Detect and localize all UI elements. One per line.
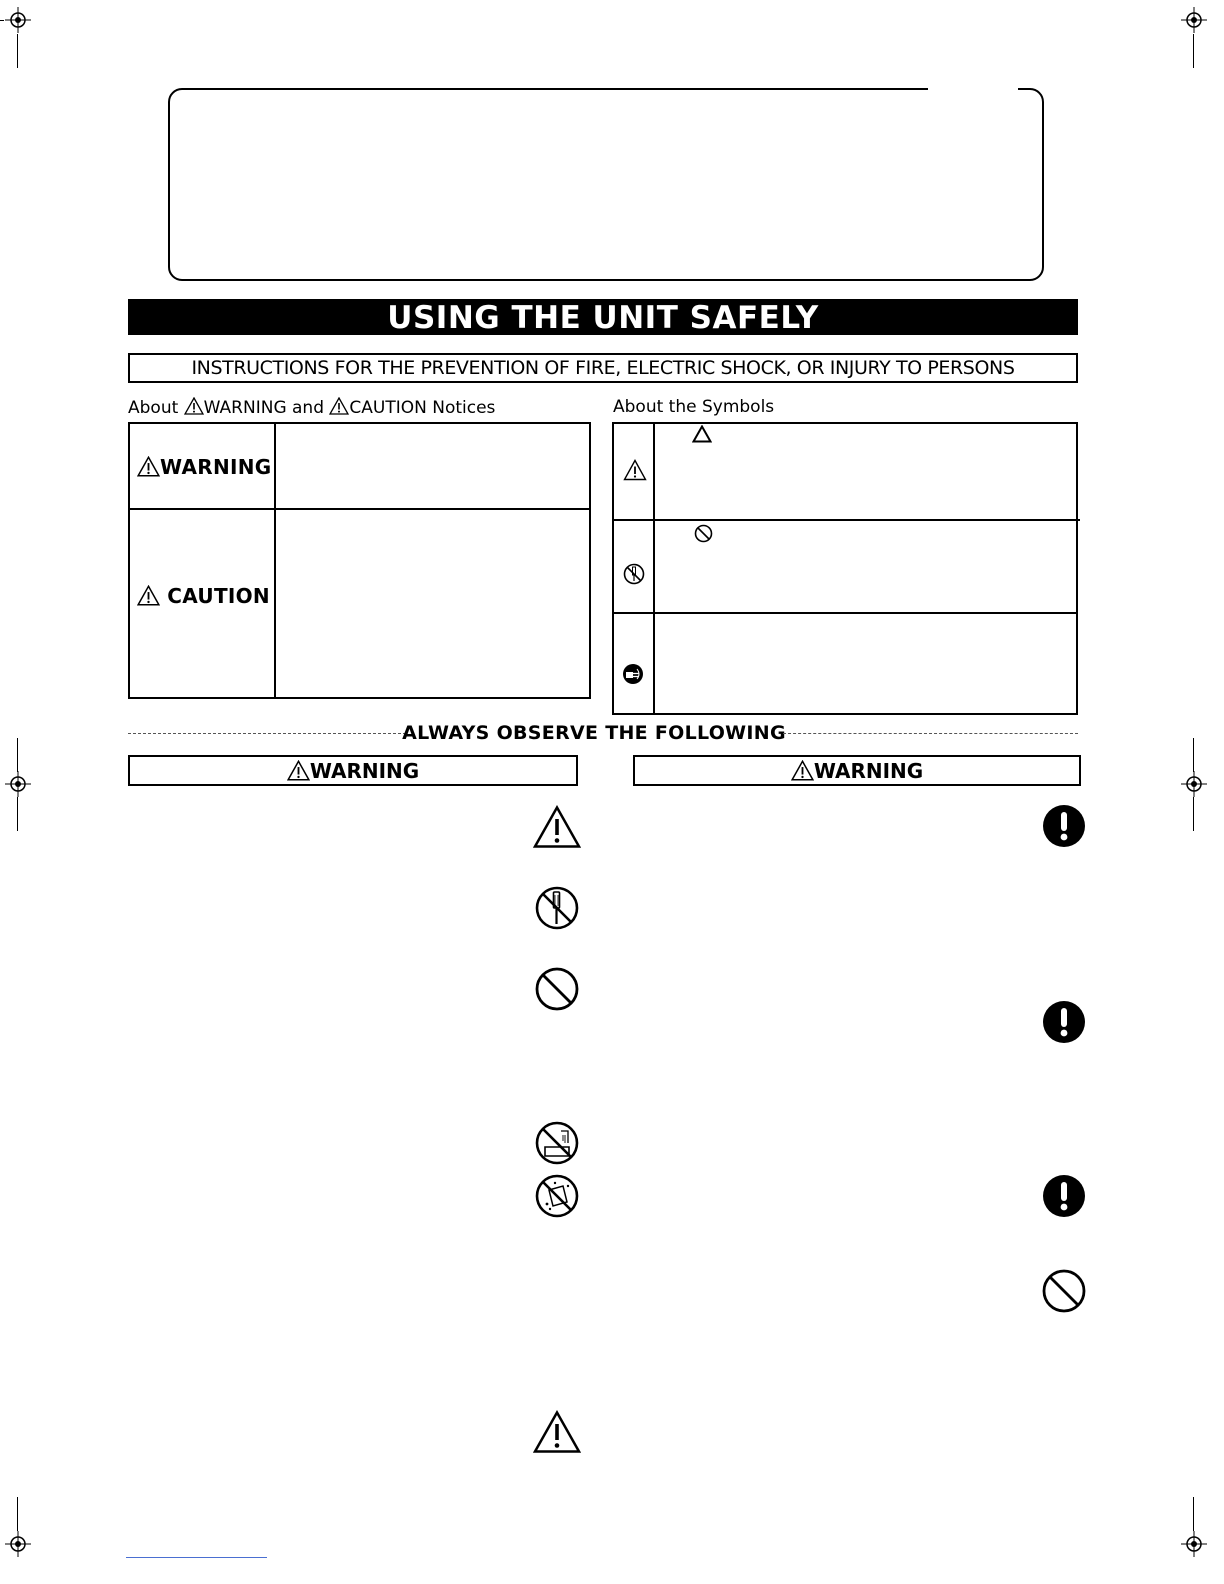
mandatory-action-icon xyxy=(1042,804,1086,848)
symbols-heading: About the Symbols xyxy=(613,397,775,417)
symbols-table-divider xyxy=(653,422,655,715)
warning-triangle-icon xyxy=(184,397,204,415)
registration-mark-bottom-left xyxy=(5,1531,31,1557)
notices-heading-caution: CAUTION Notices xyxy=(349,398,496,418)
left-warning-header-text: WARNING xyxy=(309,759,420,783)
left-warning-header xyxy=(128,755,578,786)
no-water-icon xyxy=(535,1121,579,1165)
crop-line xyxy=(1193,1497,1194,1531)
crop-line xyxy=(1193,34,1194,68)
warning-triangle-outline-icon xyxy=(692,425,712,443)
dashed-rule-right xyxy=(783,733,1078,734)
no-liquid-icon xyxy=(535,1174,579,1218)
registration-mark-top-right xyxy=(1181,7,1207,33)
notices-heading xyxy=(128,397,495,418)
prohibited-icon xyxy=(535,967,579,1011)
crop-line xyxy=(1193,738,1194,772)
notices-table-row-divider xyxy=(128,508,591,510)
crop-line xyxy=(0,20,4,21)
page-title: USING THE UNIT SAFELY xyxy=(128,299,1078,335)
instructions-heading: INSTRUCTIONS FOR THE PREVENTION OF FIRE, ELECTRIC SHOCK, OR INJURY TO PERSONS xyxy=(128,353,1078,383)
warning-triangle-icon xyxy=(623,459,647,481)
notices-heading-about: About xyxy=(128,398,179,418)
caution-label xyxy=(137,584,270,608)
warning-triangle-icon xyxy=(791,760,814,781)
top-notice-box-gap xyxy=(928,86,1018,92)
no-disassemble-icon xyxy=(535,886,579,930)
no-disassemble-icon xyxy=(623,563,645,585)
crop-line xyxy=(1193,797,1194,831)
registration-mark-mid-left xyxy=(5,771,31,797)
warning-label-text: WARNING xyxy=(160,455,272,479)
symbols-table-row-divider xyxy=(612,612,1078,614)
crop-line xyxy=(17,34,18,68)
symbols-table xyxy=(612,422,1078,715)
footer-rule xyxy=(126,1557,267,1558)
mandatory-action-icon xyxy=(1042,1000,1086,1044)
right-warning-header-text: WARNING xyxy=(813,759,924,783)
crop-line xyxy=(17,1497,18,1531)
notices-heading-warning: WARNING and xyxy=(203,398,324,418)
warning-label xyxy=(137,455,271,479)
observe-heading: ALWAYS OBSERVE THE FOLLOWING xyxy=(402,722,786,744)
dashed-rule-left xyxy=(128,733,406,734)
warning-triangle-icon xyxy=(137,585,160,606)
symbols-table-row-divider xyxy=(612,519,1080,521)
prohibited-small-icon xyxy=(694,524,713,543)
warning-triangle-icon xyxy=(533,805,581,849)
crop-line xyxy=(17,738,18,772)
registration-mark-top-left xyxy=(5,7,31,33)
warning-triangle-icon xyxy=(287,760,310,781)
top-notice-box xyxy=(168,88,1044,281)
registration-mark-bottom-right xyxy=(1181,1531,1207,1557)
unplug-icon xyxy=(622,663,644,685)
prohibited-icon xyxy=(1042,1269,1086,1313)
caution-label-text: CAUTION xyxy=(167,584,270,608)
warning-triangle-icon xyxy=(533,1410,581,1454)
mandatory-action-icon xyxy=(1042,1174,1086,1218)
notices-table-divider xyxy=(274,422,276,699)
registration-mark-mid-right xyxy=(1181,771,1207,797)
warning-triangle-icon xyxy=(137,456,160,477)
right-warning-header xyxy=(633,755,1081,786)
warning-triangle-icon xyxy=(329,397,349,415)
crop-line xyxy=(17,797,18,831)
